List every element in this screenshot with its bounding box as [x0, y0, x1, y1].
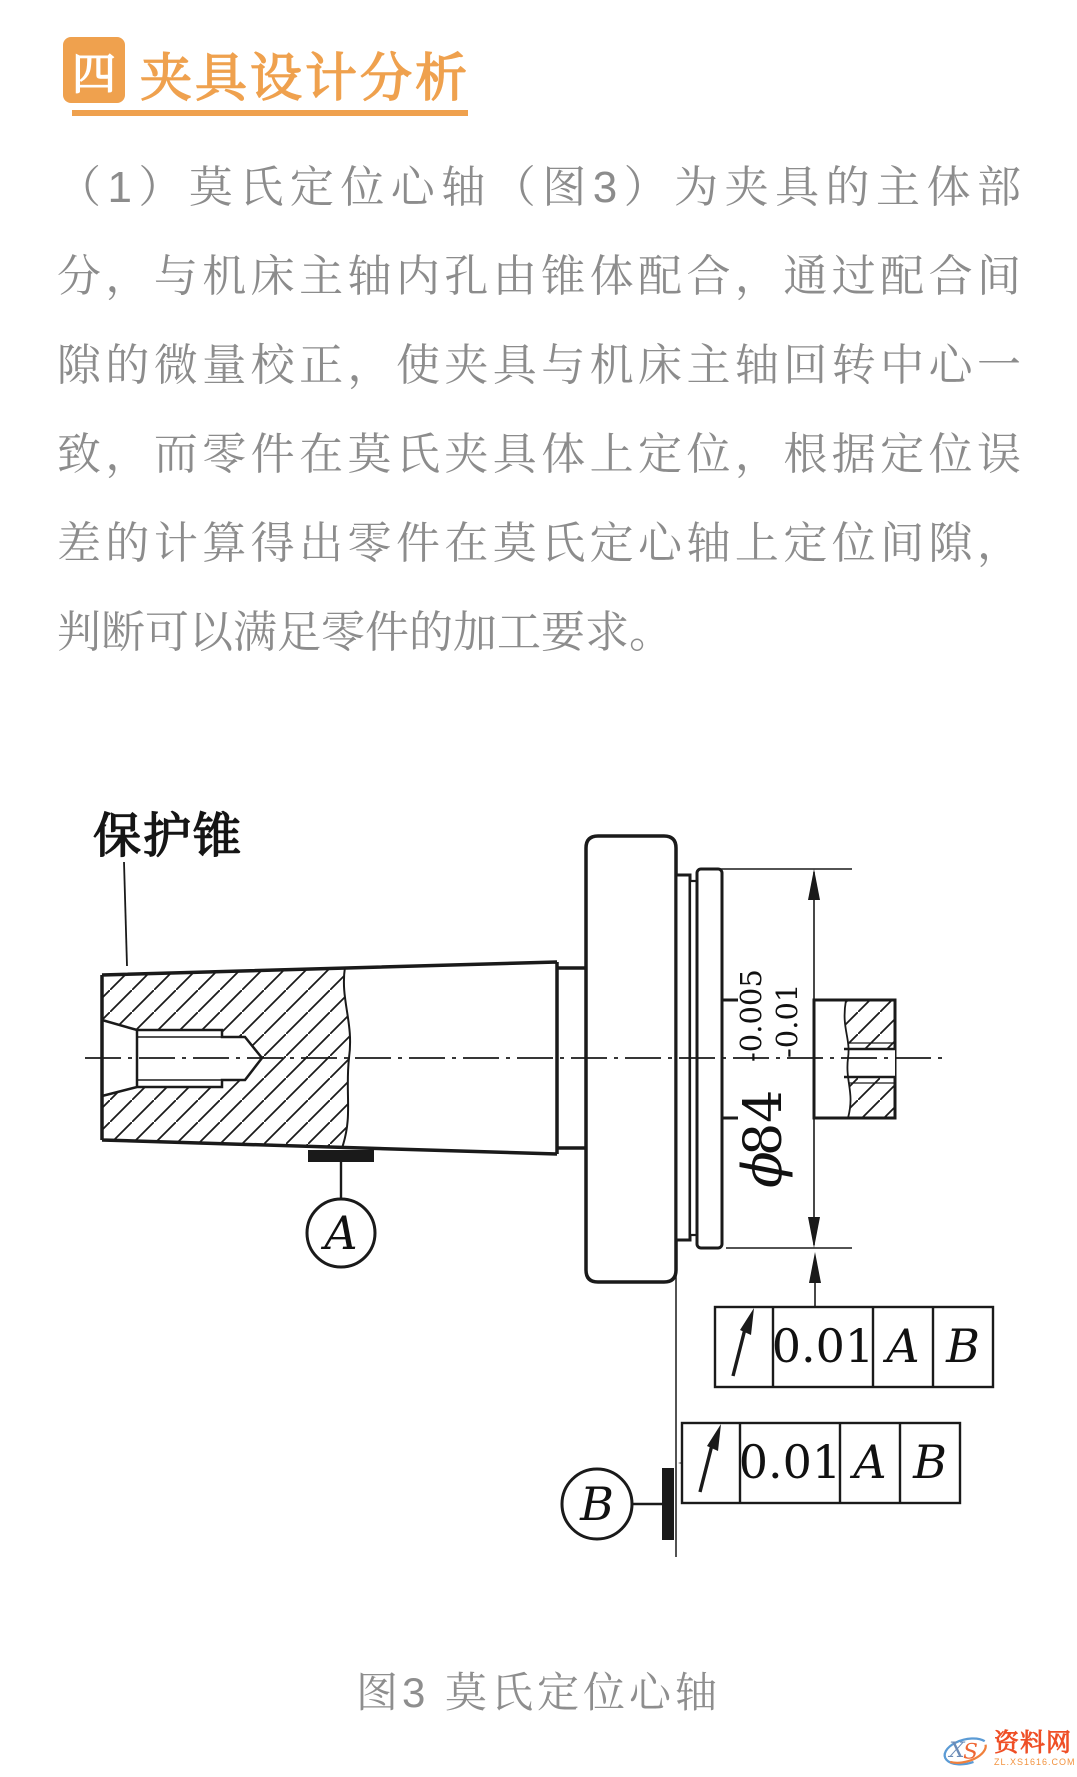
frame1-datum2: B — [946, 1319, 980, 1373]
watermark-logo-s: S — [963, 1739, 978, 1765]
paragraph-line: （1）莫氏定位心轴（图3）为夹具的主体部 — [57, 163, 1021, 212]
watermark — [938, 1730, 1076, 1768]
flange — [586, 836, 676, 1282]
paragraph-line: 分，与机床主轴内孔由锥体配合，通过配合间 — [57, 252, 1021, 301]
dimension-tolerance-lower: -0.01 — [770, 983, 804, 1058]
dimension-arrow-down — [808, 1217, 820, 1248]
tolerance-frame-2 — [678, 1423, 960, 1503]
tolerance-frame-1 — [715, 1252, 993, 1387]
technical-drawing — [0, 720, 1077, 1580]
watermark-site-url: ZL.XS1616.COM — [994, 1757, 1076, 1767]
paragraph-line: 判断可以满足零件的加工要求。 — [57, 608, 673, 657]
dimension-value: 84 — [734, 1089, 794, 1156]
dimension-arrow-up — [808, 869, 820, 900]
section-number: 四 — [72, 50, 116, 99]
watermark-logo — [938, 1730, 990, 1768]
watermark-logo-x: X — [949, 1737, 965, 1763]
paragraph-line: 隙的微量校正，使夹具与机床主轴回转中心一 — [57, 341, 1021, 390]
body-paragraph — [57, 143, 1021, 677]
figure-caption: 图3 莫氏定位心轴 — [355, 1669, 722, 1716]
paragraph-line: 差的计算得出零件在莫氏定心轴上定位间隙， — [57, 519, 1021, 568]
dimension-phi-symbol: ϕ — [731, 1151, 794, 1188]
section-title: 夹具设计分析 — [140, 50, 471, 108]
protect-cone-leader-line — [124, 862, 127, 966]
section-number-badge — [63, 37, 125, 103]
datum-a-letter: A — [324, 1206, 358, 1260]
frame2-datum1: A — [853, 1435, 887, 1489]
datum-a-symbol — [307, 1150, 375, 1267]
protect-cone-label: 保护锥 — [93, 810, 244, 863]
frame2-value: 0.01 — [738, 1435, 842, 1489]
dimension-tolerance-upper: -0.005 — [734, 969, 768, 1062]
datum-b-symbol — [562, 1262, 676, 1557]
frame1-datum1: A — [886, 1319, 920, 1373]
right-journal-stub — [814, 1000, 895, 1118]
title-underline — [72, 110, 468, 116]
paragraph-line: 致，而零件在莫氏夹具体上定位，根据定位误 — [57, 430, 1021, 479]
frame1-value: 0.01 — [771, 1319, 875, 1373]
frame2-datum2: B — [913, 1435, 947, 1489]
watermark-site-name: 资料网 — [994, 1729, 1073, 1757]
datum-b-letter: B — [580, 1477, 614, 1531]
